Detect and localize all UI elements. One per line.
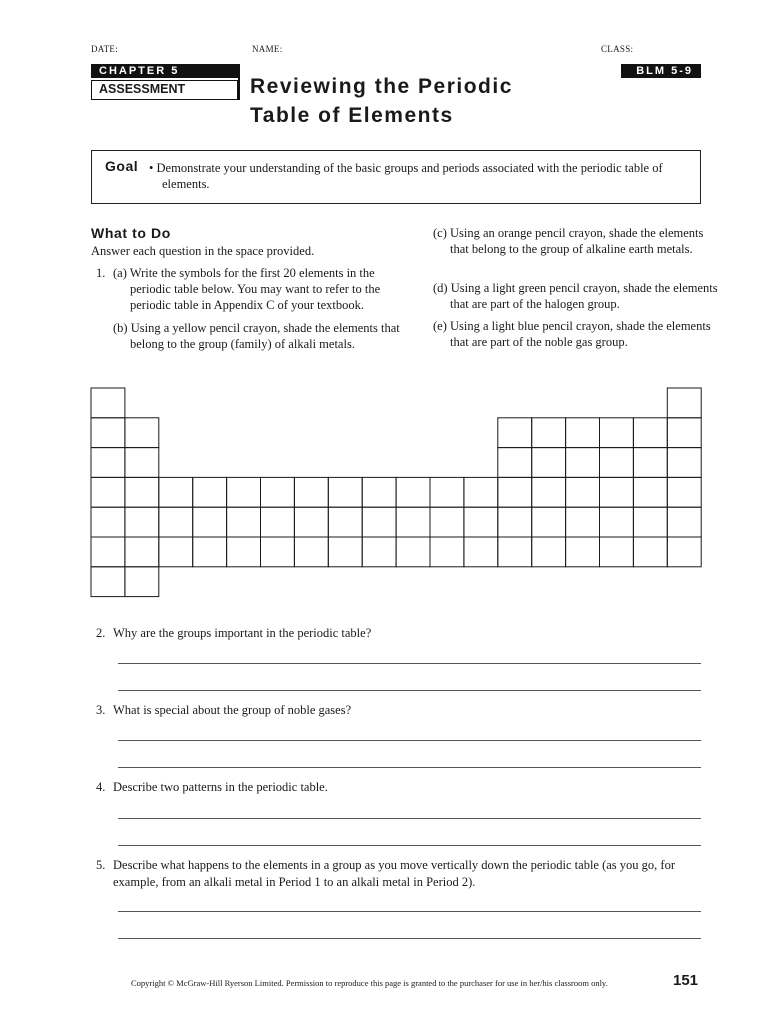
assessment-label: ASSESSMENT xyxy=(91,80,238,100)
q4-text: Describe two patterns in the periodic table. xyxy=(113,780,328,794)
element-cell[interactable] xyxy=(633,477,667,507)
title-line-1: Reviewing the Periodic xyxy=(250,75,513,98)
goal-description: Demonstrate your understanding of the basic groups and periods associated with the periodic table of elements. xyxy=(156,161,663,191)
name-label: NAME: xyxy=(252,44,283,54)
element-cell[interactable] xyxy=(227,537,261,567)
element-cell[interactable] xyxy=(125,477,159,507)
element-cell[interactable] xyxy=(532,507,566,537)
element-cell[interactable] xyxy=(159,477,193,507)
element-cell[interactable] xyxy=(566,537,600,567)
q2-answer-line-2[interactable] xyxy=(118,690,701,691)
q2-number: 2. xyxy=(96,626,106,640)
element-cell[interactable] xyxy=(261,477,295,507)
element-cell[interactable] xyxy=(362,477,396,507)
element-cell[interactable] xyxy=(667,507,701,537)
element-cell[interactable] xyxy=(566,418,600,448)
q5-text: Describe what happens to the elements in a group as you move vertically down the periodic table (as you go, for example, from an alkali metal in Period 1 to an alkali metal in Period 2). xyxy=(113,858,675,889)
element-cell[interactable] xyxy=(362,507,396,537)
element-cell[interactable] xyxy=(430,477,464,507)
element-cell[interactable] xyxy=(91,448,125,478)
element-cell[interactable] xyxy=(91,567,125,597)
goal-text xyxy=(149,160,692,192)
q5-answer-line-2[interactable] xyxy=(118,938,701,939)
element-cell[interactable] xyxy=(125,567,159,597)
element-cell[interactable] xyxy=(600,477,634,507)
element-cell[interactable] xyxy=(294,507,328,537)
element-cell[interactable] xyxy=(566,448,600,478)
element-cell[interactable] xyxy=(396,477,430,507)
element-cell[interactable] xyxy=(125,448,159,478)
element-cell[interactable] xyxy=(633,537,667,567)
element-cell[interactable] xyxy=(633,418,667,448)
element-cell[interactable] xyxy=(532,477,566,507)
element-cell[interactable] xyxy=(566,507,600,537)
element-cell[interactable] xyxy=(328,477,362,507)
element-cell[interactable] xyxy=(667,388,701,418)
goal-label: Goal xyxy=(105,158,139,174)
q1a-text: (a) Write the symbols for the first 20 elements in the periodic table below. You may want to refer to the periodic table in Appendix C of your textbook. xyxy=(113,266,381,312)
page-number: 151 xyxy=(673,972,699,989)
element-cell[interactable] xyxy=(532,448,566,478)
element-cell[interactable] xyxy=(633,507,667,537)
q1-number: 1. xyxy=(96,266,106,280)
element-cell[interactable] xyxy=(328,507,362,537)
q3-answer-line-1[interactable] xyxy=(118,740,701,741)
q5-number: 5. xyxy=(96,858,106,872)
element-cell[interactable] xyxy=(193,507,227,537)
element-cell[interactable] xyxy=(667,477,701,507)
element-cell[interactable] xyxy=(498,477,532,507)
q4-answer-line-2[interactable] xyxy=(118,845,701,846)
element-cell[interactable] xyxy=(91,537,125,567)
element-cell[interactable] xyxy=(396,507,430,537)
element-cell[interactable] xyxy=(667,537,701,567)
chapter-label: CHAPTER 5 xyxy=(91,64,238,78)
q5-answer-line-1[interactable] xyxy=(118,911,701,912)
element-cell[interactable] xyxy=(464,477,498,507)
element-cell[interactable] xyxy=(91,388,125,418)
q2-text: Why are the groups important in the periodic table? xyxy=(113,626,372,640)
element-cell[interactable] xyxy=(633,448,667,478)
element-cell[interactable] xyxy=(328,537,362,567)
title-line-2: Table of Elements xyxy=(250,104,454,127)
element-cell[interactable] xyxy=(227,507,261,537)
element-cell[interactable] xyxy=(532,418,566,448)
what-to-do-heading: What to Do xyxy=(91,225,171,241)
q1c-text: (c) Using an orange pencil crayon, shade the elements that belong to the group of alkaline earth metals. xyxy=(433,226,704,256)
element-cell[interactable] xyxy=(261,507,295,537)
class-label: CLASS: xyxy=(601,44,634,54)
element-cell[interactable] xyxy=(430,507,464,537)
goal-bullet: • xyxy=(149,161,154,175)
element-cell[interactable] xyxy=(91,507,125,537)
chapter-box xyxy=(91,64,238,100)
copyright-notice: Copyright © McGraw-Hill Ryerson Limited. Permission to reproduce this page is granted to the purchaser for use in her/his classroom only. xyxy=(131,978,608,988)
element-cell[interactable] xyxy=(667,448,701,478)
element-cell[interactable] xyxy=(125,537,159,567)
q4-answer-line-1[interactable] xyxy=(118,818,701,819)
element-cell[interactable] xyxy=(600,448,634,478)
title-divider xyxy=(238,64,240,100)
element-cell[interactable] xyxy=(498,507,532,537)
element-cell[interactable] xyxy=(159,507,193,537)
date-label: DATE: xyxy=(91,44,118,54)
page-title xyxy=(250,72,513,130)
goal-box xyxy=(91,150,701,204)
element-cell[interactable] xyxy=(396,537,430,567)
element-cell[interactable] xyxy=(498,537,532,567)
element-cell[interactable] xyxy=(294,477,328,507)
q1e-text: (e) Using a light blue pencil crayon, shade the elements that are part of the noble gas group. xyxy=(433,319,711,349)
element-cell[interactable] xyxy=(125,418,159,448)
element-cell[interactable] xyxy=(532,537,566,567)
q3-text: What is special about the group of noble gases? xyxy=(113,703,352,717)
element-cell[interactable] xyxy=(91,418,125,448)
q1d-text: (d) Using a light green pencil crayon, shade the elements that are part of the halogen group. xyxy=(433,281,718,311)
blm-badge: BLM 5-9 xyxy=(621,64,701,78)
element-cell[interactable] xyxy=(600,507,634,537)
element-cell[interactable] xyxy=(91,477,125,507)
q3-answer-line-2[interactable] xyxy=(118,767,701,768)
element-cell[interactable] xyxy=(430,537,464,567)
element-cell[interactable] xyxy=(464,507,498,537)
element-cell[interactable] xyxy=(227,477,261,507)
element-cell[interactable] xyxy=(667,418,701,448)
element-cell[interactable] xyxy=(600,418,634,448)
element-cell[interactable] xyxy=(464,537,498,567)
element-cell[interactable] xyxy=(498,448,532,478)
element-cell[interactable] xyxy=(362,537,396,567)
element-cell[interactable] xyxy=(498,418,532,448)
element-cell[interactable] xyxy=(261,537,295,567)
element-cell[interactable] xyxy=(600,537,634,567)
element-cell[interactable] xyxy=(294,537,328,567)
element-cell[interactable] xyxy=(566,477,600,507)
q1b-text: (b) Using a yellow pencil crayon, shade the elements that belong to the group (family) of alkali metals. xyxy=(113,321,400,351)
q4-number: 4. xyxy=(96,780,106,794)
element-cell[interactable] xyxy=(159,537,193,567)
q2-answer-line-1[interactable] xyxy=(118,663,701,664)
element-cell[interactable] xyxy=(193,537,227,567)
element-cell[interactable] xyxy=(193,477,227,507)
instructions-intro: Answer each question in the space provided. xyxy=(91,244,315,258)
q3-number: 3. xyxy=(96,703,106,717)
element-cell[interactable] xyxy=(125,507,159,537)
